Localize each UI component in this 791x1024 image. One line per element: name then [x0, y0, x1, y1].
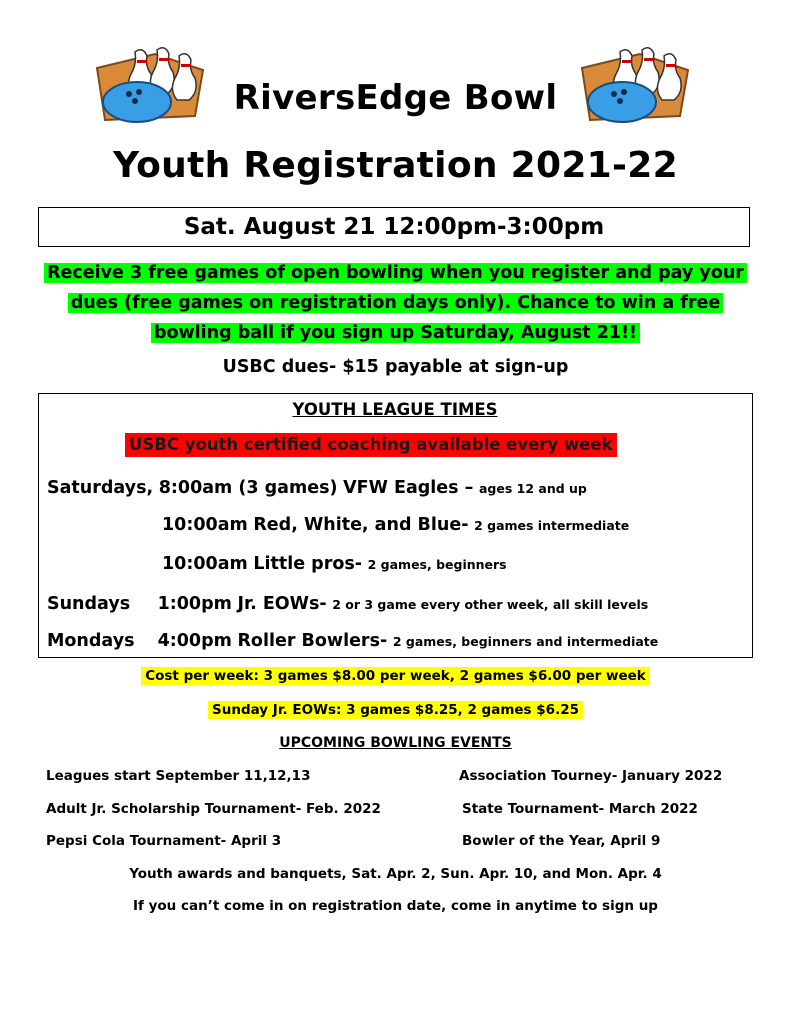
- promo-text: Receive 3 free games of open bowling when you register and pay your dues (free games on registration days only). Chance to win a free bowling ball if you sign up Saturday, August 21!!: [44, 263, 747, 343]
- footer-note: If you can’t come in on registration date, come in anytime to sign up: [133, 898, 658, 914]
- promo-text-block: [40, 258, 751, 348]
- league-detail: ages 12 and up: [478, 481, 587, 496]
- league-detail: 2 games intermediate: [474, 518, 630, 533]
- league-row-monday: [47, 631, 658, 651]
- cost-per-week: Cost per week: 3 games $8.00 per week, 2 games $6.00 per week: [141, 667, 650, 685]
- league-time: 10:00am: [162, 554, 248, 574]
- league-row-saturday-rwb: [162, 515, 629, 535]
- league-name: Roller Bowlers-: [237, 631, 388, 651]
- event-right: Bowler of the Year, April 9: [462, 833, 661, 849]
- league-row-saturday-eagles: [47, 478, 587, 498]
- league-name: Little pros-: [253, 554, 363, 574]
- page-subtitle: Youth Registration 2021-22: [113, 145, 678, 186]
- league-time: 1:00pm: [157, 594, 232, 614]
- league-day: Mondays: [47, 631, 135, 651]
- league-row-sunday: [47, 594, 648, 614]
- league-name: VFW Eagles –: [343, 478, 474, 498]
- event-right: Association Tourney- January 2022: [459, 768, 723, 784]
- event-left: Leagues start September 11,12,13: [46, 768, 311, 784]
- league-detail: 2 games, beginners: [367, 557, 507, 572]
- event-left: Pepsi Cola Tournament- April 3: [46, 833, 282, 849]
- league-day: Sundays: [47, 594, 131, 614]
- league-name: Red, White, and Blue-: [253, 515, 469, 535]
- league-detail: 2 or 3 game every other week, all skill levels: [332, 597, 649, 612]
- league-time: 10:00am: [162, 515, 248, 535]
- event-right: State Tournament- March 2022: [462, 801, 698, 817]
- usbc-dues: USBC dues- $15 payable at sign-up: [222, 357, 569, 377]
- league-time: 4:00pm: [157, 631, 232, 651]
- coaching-banner: USBC youth certified coaching available every week: [125, 433, 617, 457]
- registration-date-box: Sat. August 21 12:00pm-3:00pm: [38, 207, 750, 247]
- page-title: RiversEdge Bowl: [233, 78, 558, 118]
- league-day: Saturdays,: [47, 478, 154, 498]
- event-left: Adult Jr. Scholarship Tournament- Feb. 2022: [46, 801, 381, 817]
- upcoming-events-title: UPCOMING BOWLING EVENTS: [279, 735, 512, 751]
- league-time: 8:00am (3 games): [158, 478, 338, 498]
- league-detail: 2 games, beginners and intermediate: [392, 634, 659, 649]
- cost-per-week-line: [0, 668, 791, 684]
- league-name: Jr. EOWs-: [237, 594, 327, 614]
- league-times-title: YOUTH LEAGUE TIMES: [292, 400, 498, 419]
- sunday-cost-line: [0, 702, 791, 718]
- league-times-box: [38, 393, 753, 658]
- sunday-cost: Sunday Jr. EOWs: 3 games $8.25, 2 games $6.25: [208, 701, 583, 719]
- awards-line: Youth awards and banquets, Sat. Apr. 2, Sun. Apr. 10, and Mon. Apr. 4: [129, 866, 662, 882]
- league-row-saturday-little-pros: [162, 554, 507, 574]
